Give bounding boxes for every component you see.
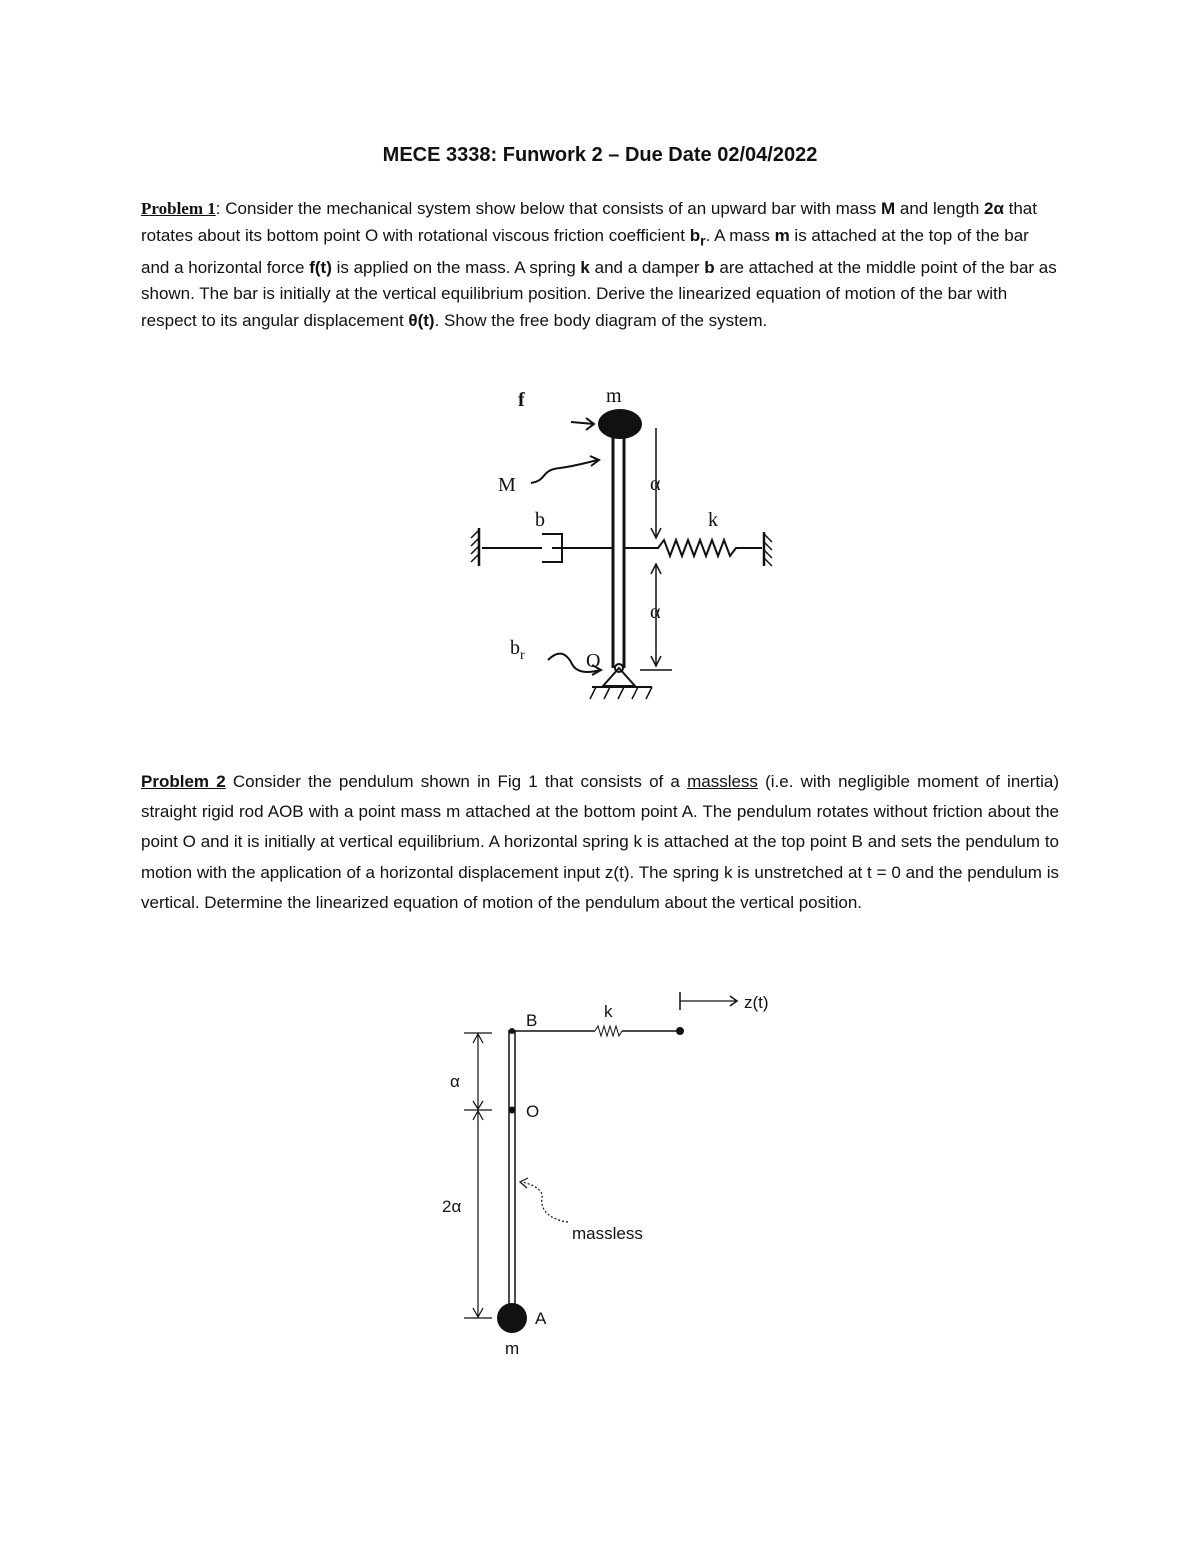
fig2-label-A: A: [535, 1309, 547, 1328]
problem-1-label: Problem 1: [141, 199, 216, 218]
damper-wall-hatch: [471, 530, 479, 562]
spring-k-coil: [595, 1026, 622, 1036]
fig1-label-O: O: [586, 650, 601, 672]
page-title: MECE 3338: Funwork 2 – Due Date 02/04/2022: [382, 144, 818, 166]
problem-2-text: Problem 2 Consider the pendulum shown in Fig 1 that consists of a massless (i.e. with negligible moment of inertia) straight rigid rod AOB with a point mass m attached at the bottom point A. The pendulum rotates without friction about the point O and it is initially at vertical equilibrium. A horizontal spring k is attached at the top point B and sets the pendulum to motion with the application of a horizontal displacement input z(t). The spring k is unstretched at t = 0 and the pendulum is vertical. Determine the linearized equation of motion of the pendulum about the vertical position.: [141, 772, 1060, 912]
point-mass-m: [497, 1303, 527, 1333]
fig2-label-k: k: [604, 1002, 613, 1021]
point-B-dot: [509, 1028, 515, 1034]
fig1-label-f: f: [518, 389, 525, 411]
fig1-label-br: $b_r$: [510, 637, 525, 663]
fig1-label-alpha-top: α: [650, 473, 661, 495]
alpha-bottom-arrowhead-down: [651, 656, 661, 666]
force-arrowhead: [586, 418, 594, 430]
fig2-label-alpha: α: [450, 1072, 460, 1091]
rotational-friction-arrow: [548, 654, 600, 672]
fig2-label-B: B: [526, 1011, 538, 1030]
fig1-label-m: m: [606, 385, 622, 407]
fig2-label-2alpha: 2α: [442, 1197, 462, 1216]
force-arrow: [571, 422, 594, 424]
fig1-label-M: M: [498, 474, 516, 496]
fig2-label-z: z(t): [744, 993, 769, 1012]
fig1-label-b: b: [535, 509, 545, 531]
problem-1-text: Problem 1: Consider the mechanical system show below that consists of an upward bar with mass M and length 2α that rotates about its bottom point O with rotational viscous friction coefficient $b_r$. A mass m is attached at the top of the bar and a horizontal force f(t) is applied on the mass. A spring k and a damper b are attached at the middle point of the bar as shown. The bar is initially at the vertical equilibrium position. Derive the linearized equation of motion of the bar with respect to its angular displacement θ(t). Show the free body diagram of the system.: [141, 199, 1057, 330]
fig2-label-m: m: [505, 1339, 520, 1358]
dim-arrow-3: [473, 1111, 483, 1120]
massless-pointer: [522, 1182, 568, 1222]
input-point: [676, 1027, 684, 1035]
mass-m: [599, 410, 641, 438]
z-arrowhead: [730, 996, 737, 1006]
rotational-friction-arrowhead: [592, 665, 601, 675]
alpha-top-arrowhead: [651, 528, 661, 538]
fig1-label-alpha-bottom: α: [650, 601, 661, 623]
alpha-bottom-arrowhead-up: [651, 564, 661, 574]
pivot-O-dot: [509, 1107, 516, 1114]
dim-arrow-1: [473, 1034, 483, 1043]
fig1-label-k: k: [708, 509, 718, 531]
spring-wall-hatch: [764, 534, 772, 566]
ground-hatch: [590, 687, 652, 699]
pivot-pin: [615, 664, 623, 672]
spring-k: [624, 540, 762, 556]
massless-pointer-head: [520, 1178, 528, 1188]
fig2-label-massless: massless: [572, 1224, 643, 1243]
fig2-label-O: O: [526, 1102, 540, 1121]
pivot-support: [603, 668, 635, 686]
damper-cylinder: [542, 534, 562, 562]
dim-arrow-4: [473, 1308, 483, 1317]
dim-arrow-2: [473, 1101, 483, 1109]
problem-2-label: Problem 2: [141, 772, 226, 791]
mass-M-pointer-head: [590, 456, 599, 466]
mass-M-pointer: [531, 460, 598, 483]
